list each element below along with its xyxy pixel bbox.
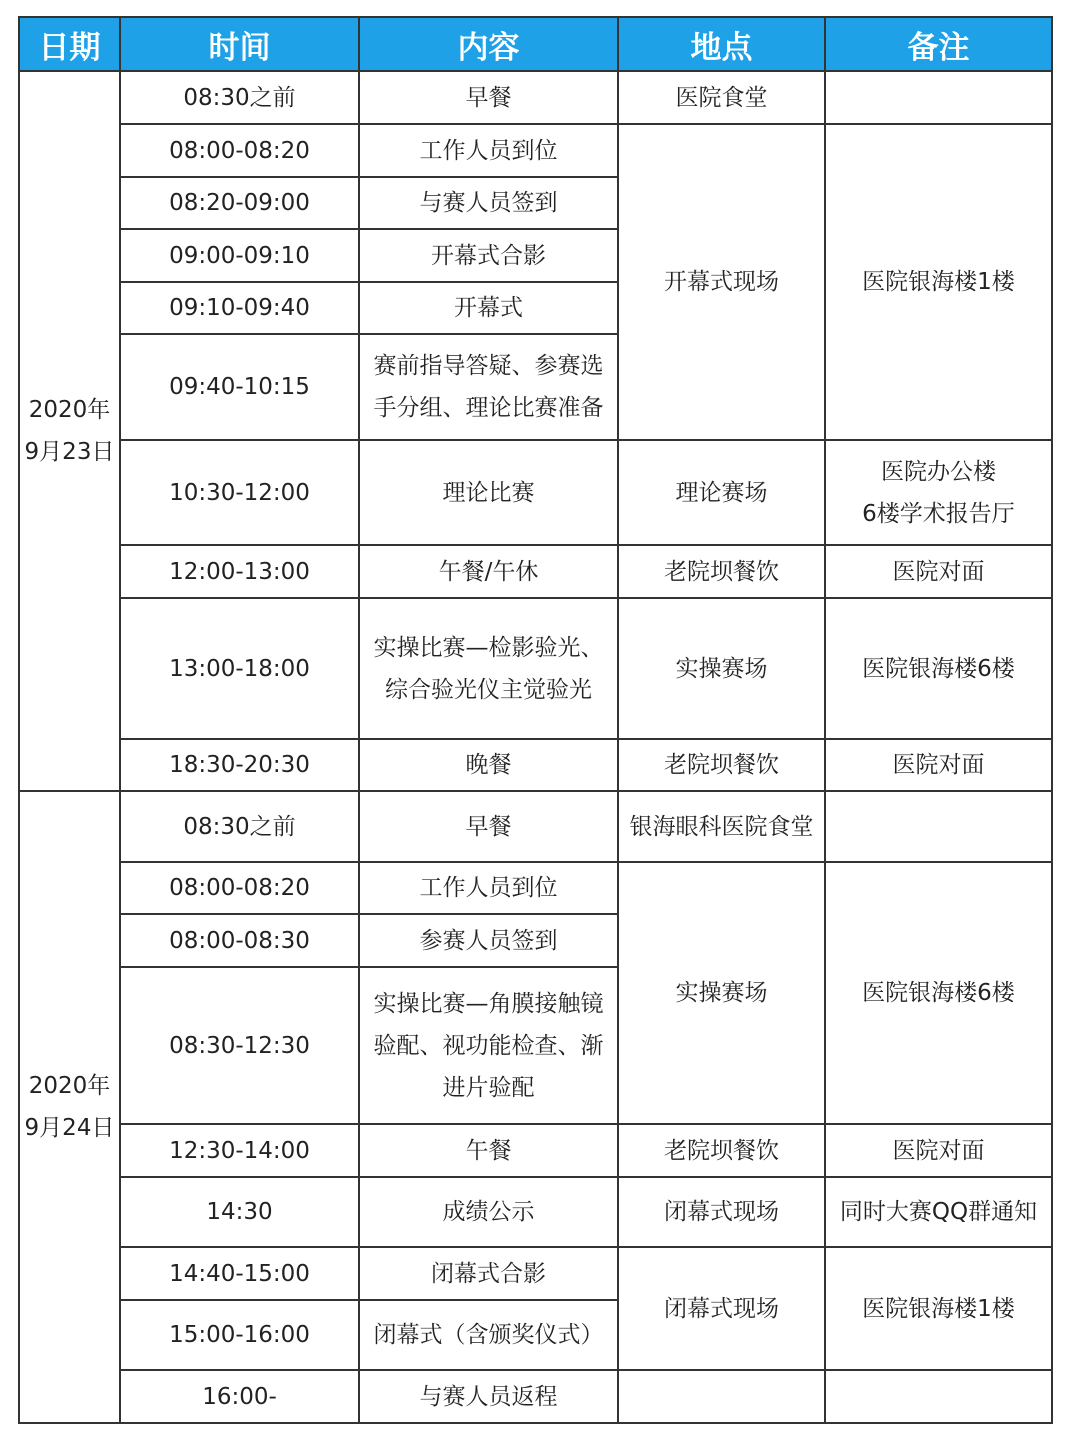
notes-cell bbox=[825, 1247, 1052, 1370]
time-cell: 13:00-18:00 bbox=[120, 598, 359, 739]
table-row bbox=[19, 739, 1052, 791]
content-cell bbox=[359, 862, 618, 914]
time-cell: 15:00-16:00 bbox=[120, 1300, 359, 1370]
header-row bbox=[19, 17, 1052, 71]
cell-line: 工作人员到位 bbox=[419, 875, 558, 901]
cell-line: 医院对面 bbox=[892, 752, 985, 778]
header-location: 地点 bbox=[618, 17, 825, 71]
cell-line: 医院食堂 bbox=[675, 84, 768, 111]
notes-cell bbox=[825, 598, 1052, 739]
location-cell bbox=[618, 1370, 825, 1423]
cell-line: 医院对面 bbox=[892, 558, 985, 585]
time-cell: 16:00- bbox=[120, 1370, 359, 1423]
cell-line: 早餐 bbox=[465, 84, 512, 111]
cell-line: 2020年 bbox=[28, 1073, 111, 1099]
notes-cell bbox=[825, 545, 1052, 598]
cell-line: 理论比赛 bbox=[442, 479, 535, 506]
location-cell bbox=[618, 545, 825, 598]
cell-line: 老院坝餐饮 bbox=[664, 558, 779, 585]
time-cell: 08:00-08:20 bbox=[120, 124, 359, 177]
cell-line: 闭幕式（含颁奖仪式） bbox=[373, 1322, 604, 1348]
time-cell: 14:40-15:00 bbox=[120, 1247, 359, 1300]
content-cell bbox=[359, 1177, 618, 1247]
content-cell bbox=[359, 71, 618, 124]
notes-cell bbox=[825, 71, 1052, 124]
cell-line: 与赛人员签到 bbox=[419, 190, 558, 216]
header-date: 日期 bbox=[19, 17, 120, 71]
cell-line: 医院银海楼6楼 bbox=[862, 980, 1015, 1006]
time-cell: 09:10-09:40 bbox=[120, 282, 359, 334]
location-cell bbox=[618, 862, 825, 1124]
content-cell bbox=[359, 440, 618, 545]
cell-line: 工作人员到位 bbox=[419, 137, 558, 164]
cell-line: 实操赛场 bbox=[675, 980, 768, 1006]
content-cell bbox=[359, 124, 618, 177]
cell-line: 实操比赛—检影验光、 bbox=[373, 634, 604, 661]
cell-line: 开幕式现场 bbox=[664, 269, 779, 295]
location-cell bbox=[618, 598, 825, 739]
cell-line: 实操比赛—角膜接触镜 bbox=[373, 990, 604, 1017]
cell-line: 医院银海楼6楼 bbox=[862, 655, 1015, 682]
schedule-body bbox=[19, 71, 1052, 1423]
content-cell bbox=[359, 229, 618, 282]
table-row bbox=[19, 1124, 1052, 1177]
content-cell bbox=[359, 1300, 618, 1370]
notes-cell bbox=[825, 791, 1052, 862]
cell-line: 医院对面 bbox=[892, 1137, 985, 1164]
date-cell bbox=[19, 71, 120, 791]
table-row bbox=[19, 1247, 1052, 1300]
cell-line: 医院办公楼 bbox=[881, 458, 996, 485]
time-cell: 12:30-14:00 bbox=[120, 1124, 359, 1177]
header-notes: 备注 bbox=[825, 17, 1052, 71]
time-cell: 09:40-10:15 bbox=[120, 334, 359, 440]
content-cell bbox=[359, 914, 618, 967]
location-cell bbox=[618, 440, 825, 545]
cell-line: 9月24日 bbox=[24, 1115, 115, 1141]
cell-line: 晚餐 bbox=[465, 752, 512, 778]
cell-line: 医院银海楼1楼 bbox=[862, 1295, 1015, 1322]
cell-line: 开幕式合影 bbox=[431, 242, 546, 269]
notes-cell bbox=[825, 862, 1052, 1124]
notes-cell bbox=[825, 124, 1052, 440]
table-row bbox=[19, 791, 1052, 862]
cell-line: 理论赛场 bbox=[675, 479, 768, 506]
date-cell bbox=[19, 791, 120, 1423]
cell-line: 医院银海楼1楼 bbox=[862, 269, 1015, 295]
notes-cell bbox=[825, 1177, 1052, 1247]
location-cell bbox=[618, 124, 825, 440]
table-row bbox=[19, 545, 1052, 598]
cell-line: 实操赛场 bbox=[675, 655, 768, 682]
time-cell: 08:00-08:20 bbox=[120, 862, 359, 914]
cell-line: 9月23日 bbox=[24, 439, 115, 465]
cell-line: 验配、视功能检查、渐 bbox=[373, 1032, 604, 1059]
header-time: 时间 bbox=[120, 17, 359, 71]
time-cell: 18:30-20:30 bbox=[120, 739, 359, 791]
cell-line: 闭幕式现场 bbox=[664, 1295, 779, 1322]
content-cell bbox=[359, 177, 618, 229]
content-cell bbox=[359, 598, 618, 739]
table-row bbox=[19, 862, 1052, 914]
content-cell bbox=[359, 545, 618, 598]
time-cell: 08:20-09:00 bbox=[120, 177, 359, 229]
content-cell bbox=[359, 1247, 618, 1300]
content-cell bbox=[359, 791, 618, 862]
cell-line: 开幕式 bbox=[454, 295, 523, 321]
table-row bbox=[19, 71, 1052, 124]
table-row bbox=[19, 598, 1052, 739]
cell-line: 进片验配 bbox=[442, 1074, 535, 1101]
cell-line: 综合验光仪主觉验光 bbox=[385, 676, 592, 703]
cell-line: 参赛人员签到 bbox=[419, 927, 558, 954]
location-cell bbox=[618, 791, 825, 862]
cell-line: 午餐 bbox=[465, 1137, 512, 1164]
table-row bbox=[19, 1370, 1052, 1423]
cell-line: 赛前指导答疑、参赛选 bbox=[373, 353, 604, 379]
time-cell: 10:30-12:00 bbox=[120, 440, 359, 545]
notes-cell bbox=[825, 1124, 1052, 1177]
time-cell: 08:00-08:30 bbox=[120, 914, 359, 967]
content-cell bbox=[359, 1124, 618, 1177]
cell-line: 6楼学术报告厅 bbox=[862, 500, 1015, 527]
content-cell bbox=[359, 282, 618, 334]
cell-line: 老院坝餐饮 bbox=[664, 752, 779, 778]
time-cell: 08:30之前 bbox=[120, 71, 359, 124]
cell-line: 手分组、理论比赛准备 bbox=[373, 395, 604, 421]
notes-cell bbox=[825, 739, 1052, 791]
content-cell bbox=[359, 334, 618, 440]
table-row bbox=[19, 124, 1052, 177]
location-cell bbox=[618, 1124, 825, 1177]
notes-cell bbox=[825, 1370, 1052, 1423]
content-cell bbox=[359, 1370, 618, 1423]
content-cell bbox=[359, 739, 618, 791]
cell-line: 老院坝餐饮 bbox=[664, 1137, 779, 1164]
cell-line: 闭幕式合影 bbox=[431, 1260, 546, 1287]
location-cell bbox=[618, 1247, 825, 1370]
table-row bbox=[19, 440, 1052, 545]
cell-line: 午餐/午休 bbox=[438, 558, 539, 585]
notes-cell bbox=[825, 440, 1052, 545]
schedule-table bbox=[18, 16, 1053, 1424]
time-cell: 08:30-12:30 bbox=[120, 967, 359, 1124]
time-cell: 08:30之前 bbox=[120, 791, 359, 862]
cell-line: 与赛人员返程 bbox=[419, 1383, 558, 1410]
cell-line: 成绩公示 bbox=[442, 1199, 535, 1225]
location-cell bbox=[618, 1177, 825, 1247]
table-row bbox=[19, 1177, 1052, 1247]
cell-line: 银海眼科医院食堂 bbox=[629, 813, 814, 840]
content-cell bbox=[359, 967, 618, 1124]
cell-line: 同时大赛QQ群通知 bbox=[839, 1199, 1038, 1225]
cell-line: 2020年 bbox=[28, 397, 111, 423]
location-cell bbox=[618, 739, 825, 791]
location-cell bbox=[618, 71, 825, 124]
cell-line: 闭幕式现场 bbox=[664, 1199, 779, 1225]
time-cell: 12:00-13:00 bbox=[120, 545, 359, 598]
header-content: 内容 bbox=[359, 17, 618, 71]
time-cell: 09:00-09:10 bbox=[120, 229, 359, 282]
time-cell: 14:30 bbox=[120, 1177, 359, 1247]
cell-line: 早餐 bbox=[465, 813, 512, 840]
